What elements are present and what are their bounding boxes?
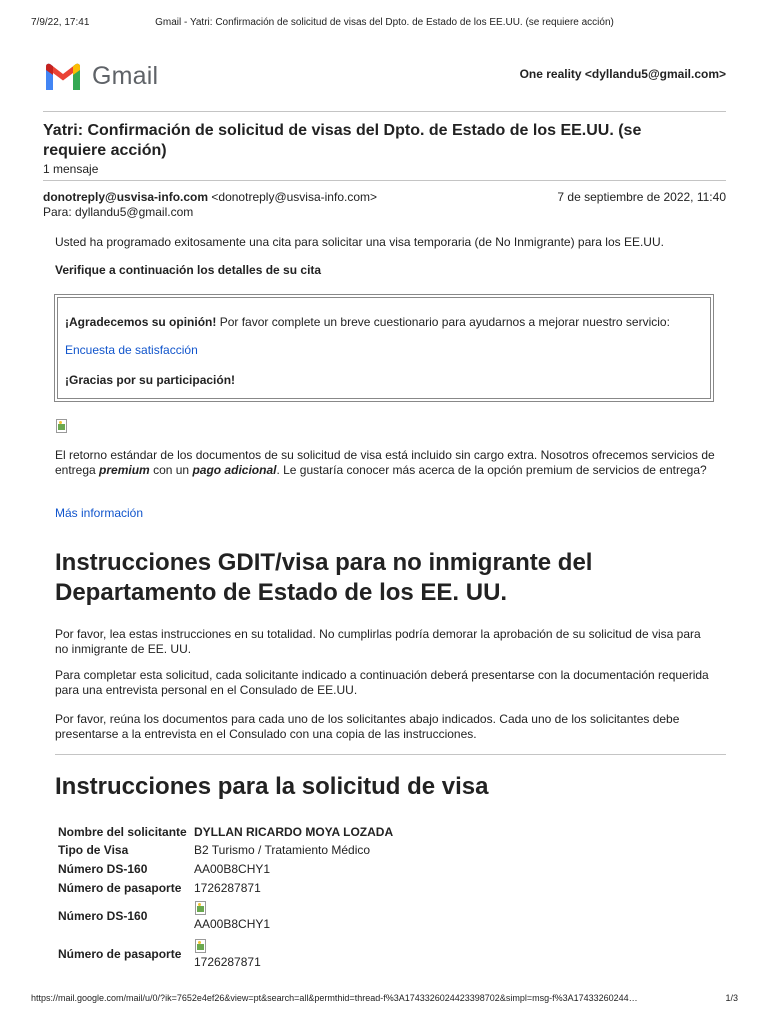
row-label: Número DS-160	[58, 861, 148, 876]
survey-link[interactable]: Encuesta de satisfacción	[65, 343, 198, 357]
email-date: 7 de septiembre de 2022, 11:40	[557, 190, 726, 204]
row-label: Tipo de Visa	[58, 843, 129, 857]
recipient: Para: dyllandu5@gmail.com	[43, 205, 194, 219]
print-title: Gmail - Yatri: Confirmación de solicitud de visas del Dpto. de Estado de los EE.UU. (se requiere acción)	[155, 17, 614, 28]
delivery-premium: premium	[99, 463, 150, 477]
delivery-part3: . Le gustaría conocer más acerca de la opción premium de servicios de entrega?	[276, 463, 707, 477]
table-row	[58, 897, 393, 935]
table-row	[58, 822, 393, 841]
applicant-table	[58, 822, 393, 973]
table-row	[58, 859, 393, 878]
row-value: 1726287871	[194, 880, 261, 895]
divider	[43, 111, 726, 112]
row-value: 1726287871	[194, 955, 261, 969]
survey-thanks-rest: Por favor complete un breve cuestionario para ayudarnos a mejorar nuestro servicio:	[216, 315, 670, 329]
row-value: AA00B8CHY1	[194, 917, 271, 931]
print-footer	[31, 993, 738, 1003]
table-row	[58, 841, 393, 859]
print-header	[31, 17, 738, 31]
row-value: AA00B8CHY1	[194, 861, 271, 876]
broken-image-icon	[194, 901, 210, 917]
gmail-logo-icon	[43, 61, 83, 91]
sender-row	[43, 190, 726, 204]
table-row	[58, 935, 393, 973]
row-value: DYLLAN RICARDO MOYA LOZADA	[194, 824, 394, 839]
account-label: One reality <dyllandu5@gmail.com>	[519, 67, 726, 81]
table-row	[58, 878, 393, 897]
gmail-wordmark: Gmail	[92, 61, 159, 90]
delivery-part2: con un	[149, 463, 193, 477]
intro-text: Usted ha programado exitosamente una cita para solicitar una visa temporaria (de No Inmigrante) para los EE.UU.	[55, 235, 664, 249]
page-number: 1/3	[725, 993, 738, 1003]
broken-image-icon	[55, 419, 69, 435]
row-label: Número de pasaporte	[58, 880, 182, 895]
row-value: B2 Turismo / Tratamiento Médico	[194, 843, 371, 857]
survey-thanks	[65, 315, 705, 330]
instructions-para-3: Por favor, reúna los documentos para cada uno de los solicitantes abajo indicados. Cada uno de los solicitantes debe presentarse a la entrevista en el Consulado con una copia de las instrucciones.	[55, 712, 680, 741]
more-info-link[interactable]: Más información	[55, 506, 144, 520]
gmail-logo	[43, 58, 193, 94]
divider	[55, 754, 726, 755]
sender-email[interactable]: donotreply@usvisa-info.com	[43, 190, 209, 204]
visa-instructions-heading: Instrucciones para la solicitud de visa	[55, 773, 489, 800]
survey-thanks-bold: ¡Agradecemos su opinión!	[65, 315, 217, 329]
row-value-cell	[194, 935, 393, 973]
survey-closing: ¡Gracias por su participación!	[65, 373, 236, 387]
row-value-cell	[194, 897, 393, 935]
row-label: Número DS-160	[58, 909, 148, 923]
print-url: https://mail.google.com/mail/u/0/?ik=7652e4ef26&view=pt&search=all&permthid=thread-f%3A1743326024423398702&simpl=msg-f%3A17433260244…	[31, 993, 638, 1003]
instructions-para-1: Por favor, lea estas instrucciones en su totalidad. No cumplirlas podría demorar la aprobación de su solicitud de visa para no inmigrante de EE. UU.	[55, 627, 701, 656]
message-count: 1 mensaje	[43, 162, 99, 176]
divider	[43, 180, 726, 181]
row-label: Nombre del solicitante	[58, 824, 187, 839]
broken-image-icon	[194, 939, 210, 955]
gmail-header	[43, 58, 726, 94]
survey-box	[54, 294, 714, 402]
delivery-pago: pago adicional	[192, 463, 277, 477]
sender-email-bracket: <donotreply@usvisa-info.com>	[211, 190, 378, 204]
verify-heading: Verifique a continuación los detalles de su cita	[55, 263, 322, 277]
instructions-para-2: Para completar esta solicitud, cada solicitante indicado a continuación deberá presentarse con la documentación requerida para una entrevista personal en el Consulado de EE.UU.	[55, 668, 709, 697]
print-datetime: 7/9/22, 17:41	[31, 17, 90, 28]
delivery-text	[55, 448, 715, 478]
row-label: Número de pasaporte	[58, 947, 182, 961]
email-subject: Yatri: Confirmación de solicitud de visas del Dpto. de Estado de los EE.UU. (se requiere acción)	[43, 122, 642, 159]
instructions-heading: Instrucciones GDIT/visa para no inmigrante del Departamento de Estado de los EE. UU.	[55, 549, 593, 606]
delivery-part1: El retorno estándar de los documentos de su solicitud de visa está incluido sin cargo extra. Nosotros ofrecemos servicios de entrega	[55, 448, 715, 477]
